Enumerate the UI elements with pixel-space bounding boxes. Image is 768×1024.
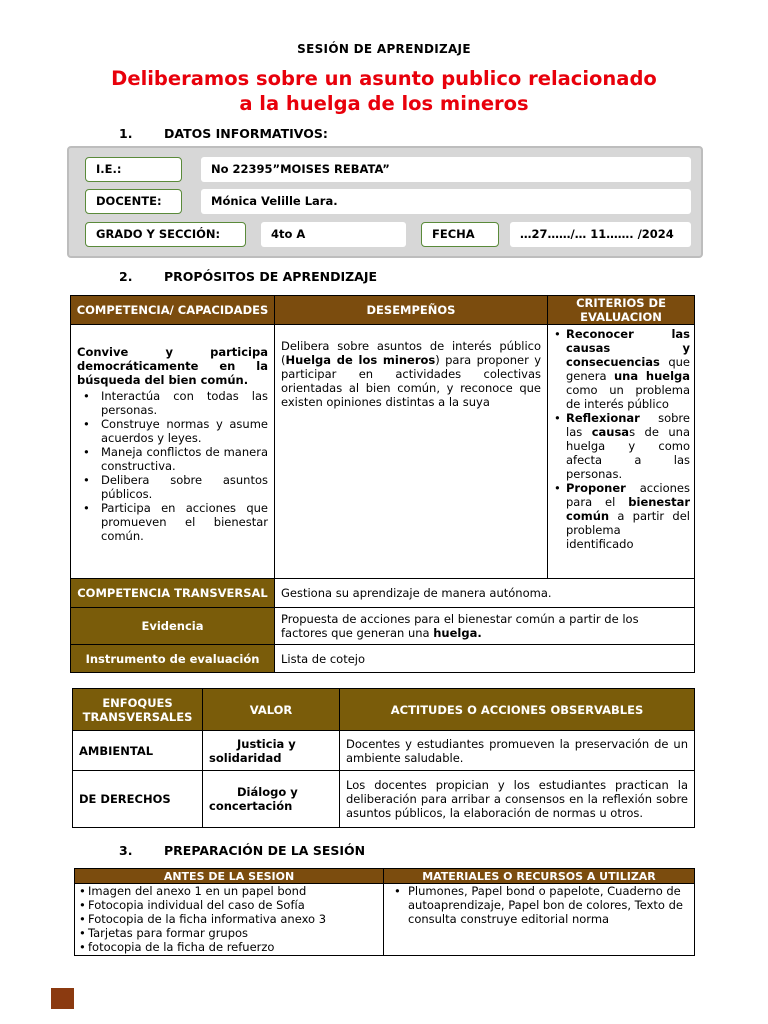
docente-value: Mónica Velille Lara.: [201, 189, 691, 214]
evidencia-text: Propuesta de acciones para el bienestar común a partir de los factores que generan una: [281, 612, 639, 640]
section-title: PREPARACIÓN DE LA SESIÓN: [164, 843, 366, 858]
section-number: 2.: [119, 269, 133, 284]
section-title: PROPÓSITOS DE APRENDIZAJE: [164, 269, 378, 284]
criterio-text: acciones para el: [566, 481, 690, 509]
criterio-bold: causa: [591, 425, 630, 439]
grado-value: 4to A: [261, 222, 406, 247]
desempeno-cell: [275, 325, 548, 579]
enfoque-valor: [203, 731, 340, 771]
header-actitudes: ACTITUDES O ACCIONES OBSERVABLES: [340, 689, 695, 731]
section-heading-propositos: [119, 269, 377, 284]
competencia-cell: [71, 325, 275, 579]
list-item: • Imagen del anexo 1 en un papel bond: [77, 884, 381, 898]
header-desempenos: DESEMPEÑOS: [275, 296, 548, 325]
evidencia-value: [275, 608, 695, 645]
criterio-text: sobre las: [566, 411, 690, 439]
transversal-label: COMPETENCIA TRANSVERSAL: [71, 579, 275, 608]
session-title-line-1: Deliberamos sobre un asunto publico relacionado: [111, 67, 657, 90]
criterio-bold: Reflexionar: [566, 411, 640, 425]
section-heading-preparacion: [119, 843, 365, 858]
section-title: DATOS INFORMATIVOS:: [164, 126, 328, 141]
criterio-text: que genera: [566, 355, 690, 383]
antes-list: [77, 884, 381, 954]
materiales-list: [388, 884, 690, 926]
preparacion-table: [74, 868, 695, 956]
criterio-bold: una huelga: [613, 369, 691, 383]
enfoque-acciones: Los docentes propician y los estudiantes practican la deliberación para arribar a consensos en la reflexión sobre asuntos públicos, la elaboración de normas u otros.: [340, 771, 695, 828]
list-item: • Fotocopia individual del caso de Sofía: [77, 898, 381, 912]
criterio-bold: bienestar común: [566, 495, 690, 523]
propositos-table: [70, 295, 695, 673]
enfoque-valor: [203, 771, 340, 828]
valor-line: concertación: [209, 799, 293, 813]
list-item: • Delibera sobre asuntos públicos.: [77, 473, 268, 501]
competencia-text: Convive y participa democráticamente en la búsqueda del bien común.: [77, 345, 268, 387]
enfoque-name: AMBIENTAL: [73, 731, 203, 771]
valor-line: Justicia y: [237, 736, 296, 751]
criterio-bold: Reconocer las causas y consecuencias: [566, 327, 690, 369]
docente-label: DOCENTE:: [85, 189, 182, 214]
section-number: 1.: [119, 126, 133, 141]
section-number: 3.: [119, 843, 133, 858]
evidencia-bold: huelga.: [433, 626, 482, 640]
list-item: • Maneja conflictos de manera constructiva.: [77, 445, 268, 473]
ie-value: No 22395”MOISES REBATA”: [201, 157, 691, 182]
desempeno-text: Delibera sobre asuntos de interés público (: [281, 339, 541, 367]
fecha-value: …27……/… 11……. /2024: [510, 222, 691, 247]
fecha-label: FECHA: [421, 222, 499, 247]
list-item: [552, 411, 690, 481]
datos-informativos-box: [67, 146, 703, 258]
valor-line: Diálogo y: [237, 785, 298, 799]
header-criterios: CRITERIOS DE EVALUACION: [548, 296, 695, 325]
criterios-cell: [548, 325, 695, 579]
criterio-text: a partir del problema identificado: [566, 509, 690, 551]
header-enfoques: ENFOQUES TRANSVERSALES: [73, 689, 203, 731]
enfoques-table: [72, 688, 695, 828]
criterios-list: [552, 327, 690, 551]
section-heading-datos: [119, 126, 328, 141]
enfoque-acciones: Docentes y estudiantes promueven la preservación de un ambiente saludable.: [340, 731, 695, 771]
header-materiales: MATERIALES O RECURSOS A UTILIZAR: [384, 869, 695, 884]
list-item: [552, 481, 690, 551]
antes-cell: [75, 884, 384, 956]
list-item: • Plumones, Papel bond o papelote, Cuaderno de autoaprendizaje, Papel bon de colores, Texto de consulta construye editorial norma: [388, 884, 690, 926]
session-title: [84, 66, 684, 116]
grado-label: GRADO Y SECCIÓN:: [85, 222, 246, 247]
list-item: • Tarjetas para formar grupos: [77, 926, 381, 940]
desempeno-bold: Huelga de los mineros: [285, 353, 436, 367]
list-item: • Fotocopia de la ficha informativa anexo 3: [77, 912, 381, 926]
instrumento-value: Lista de cotejo: [275, 645, 695, 673]
list-item: [552, 327, 690, 411]
list-item: • Construye normas y asume acuerdos y leyes.: [77, 417, 268, 445]
materiales-cell: [384, 884, 695, 956]
header-valor: VALOR: [203, 689, 340, 731]
capacidades-list: [77, 389, 268, 543]
evidencia-label: Evidencia: [71, 608, 275, 645]
criterio-text: como un problema de interés público: [566, 383, 690, 411]
criterio-text: s de una huelga y como afecta a las personas.: [566, 425, 690, 481]
list-item: • Participa en acciones que promueven el bienestar común.: [77, 501, 268, 543]
ie-label: I.E.:: [85, 157, 182, 182]
header-antes: ANTES DE LA SESION: [75, 869, 384, 884]
instrumento-label: Instrumento de evaluación: [71, 645, 275, 673]
enfoque-name: DE DERECHOS: [73, 771, 203, 828]
header-competencia: COMPETENCIA/ CAPACIDADES: [71, 296, 275, 325]
list-item: • fotocopia de la ficha de refuerzo: [77, 940, 381, 954]
transversal-value: Gestiona su aprendizaje de manera autónoma.: [275, 579, 695, 608]
criterio-bold: Proponer: [566, 481, 626, 495]
page-corner-marker: [51, 988, 74, 1009]
desempeno-text: ) para proponer y participar en actividades colectivas orientadas al bien común, y reconoce que existen opiniones distintas a la suya: [281, 353, 542, 409]
valor-line: solidaridad: [209, 750, 282, 765]
list-item: • Interactúa con todas las personas.: [77, 389, 268, 417]
session-title-line-2: a la huelga de los mineros: [239, 92, 529, 115]
session-type-label: SESIÓN DE APRENDIZAJE: [297, 42, 471, 56]
